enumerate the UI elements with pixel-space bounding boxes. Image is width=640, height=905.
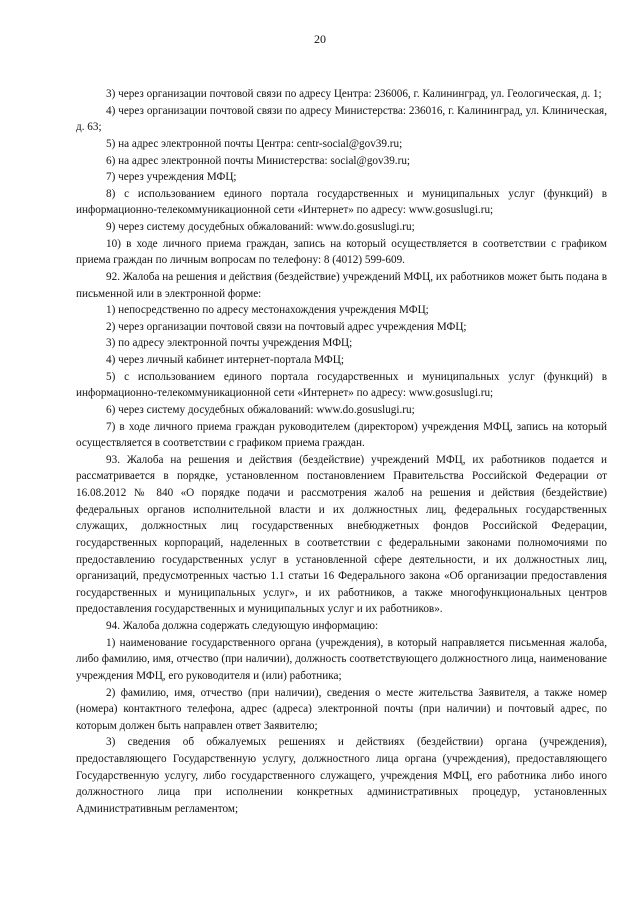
- paragraph: 8) с использованием единого портала государственных и муниципальных услуг (функций) в информационно-телекоммуникационной сети «Интернет» по адресу: www.gosuslugi.ru;: [76, 187, 607, 217]
- paragraph: 6) на адрес электронной почты Министерства: social@gov39.ru;: [106, 154, 411, 167]
- paragraph: 10) в ходе личного приема граждан, запись на который осуществляется в соответствии с графиком приема граждан по личным вопросам по телефону: 8 (4012) 599-609.: [76, 237, 607, 267]
- page-number: 20: [314, 32, 326, 46]
- paragraph: 1) наименование государственного органа (учреждения), в который направляется письменная жалоба, либо фамилию, имя, отчество (при наличии), должность соответствующего должностного лица, наименование учреждения МФЦ, его руководителя и (или) работника;: [76, 636, 607, 682]
- paragraph: 94. Жалоба должна содержать следующую информацию:: [106, 620, 379, 632]
- paragraph: 7) в ходе личного приема граждан руководителем (директором) учреждения МФЦ, запись на который осуществляется в соответствии с графиком приема граждан.: [76, 420, 607, 450]
- paragraph: 1) непосредственно по адресу местонахождения учреждения МФЦ;: [106, 304, 429, 317]
- paragraph: 5) на адрес электронной почты Центра: centr-social@gov39.ru;: [106, 137, 403, 150]
- paragraph: 93. Жалоба на решения и действия (бездействие) учреждений МФЦ, их работников подается и рассматривается в порядке, установленном постановлением Правительства Российской Федерации от 16.08.2012 № 840 «О порядке подачи и рассмотрения жалоб на решения и действия (бездействие) федеральных органов исполнительной власти и их должностных лиц, федеральных государственных служащих, должностных лиц государственных внебюджетных фондов Российской Федерации, государственных корпораций, наделенных в соответствии с федеральными законами полномочиями по предоставлению государственных услуг в установленной сфере деятельности, и их должностных лиц, организаций, предусмотренных частью 1.1 статьи 16 Федерального закона «Об организации предоставления государственных и муниципальных услуг», и их работников, а также многофункциональных центров предоставления государственных и муниципальных услуг и их работников».: [76, 453, 607, 616]
- paragraph: 3) сведения об обжалуемых решениях и действиях (бездействии) органа (учреждения), предоставляющего Государственную услугу, должностного лица органа (учреждения), предоставляющего Государственную услугу, либо государственного служащего, учреждения МФЦ, его работника либо иного должностного лица при исполнении конкретных административных процедур, установленных Административным регламентом;: [76, 736, 607, 815]
- paragraph: 6) через систему досудебных обжалований: www.do.gosuslugi.ru;: [106, 403, 415, 416]
- paragraph: 9) через систему досудебных обжалований: www.do.gosuslugi.ru;: [106, 221, 415, 233]
- paragraph: 3) по адресу электронной почты учреждения МФЦ;: [106, 337, 353, 350]
- paragraph: 92. Жалоба на решения и действия (бездействие) учреждений МФЦ, их работников может быть подана в письменной или в электронной форме:: [76, 270, 607, 300]
- paragraph: 2) через организации почтовой связи на почтовый адрес учреждения МФЦ;: [106, 320, 467, 333]
- paragraph: 5) с использованием единого портала государственных и муниципальных услуг (функций) в информационно-телекоммуникационной сети «Интернет» по адресу: www.gosuslugi.ru;: [76, 370, 607, 400]
- paragraph: 4) через личный кабинет интернет-портала МФЦ;: [106, 354, 344, 366]
- paragraph: 3) через организации почтовой связи по адресу Центра: 236006, г. Калининград, ул. Геологическая, д. 1;: [106, 88, 602, 100]
- document-body: [76, 86, 607, 818]
- paragraph: 2) фамилию, имя, отчество (при наличии), сведения о месте жительства Заявителя, а также номер (номера) контактного телефона, адрес (адреса) электронной почты (при наличии) и почтовый адрес, по которым должен быть направлен ответ Заявителю;: [76, 686, 607, 732]
- paragraph: 4) через организации почтовой связи по адресу Министерства: 236016, г. Калининград, ул. Клиническая, д. 63;: [76, 104, 607, 134]
- paragraph: 7) через учреждения МФЦ;: [106, 171, 237, 184]
